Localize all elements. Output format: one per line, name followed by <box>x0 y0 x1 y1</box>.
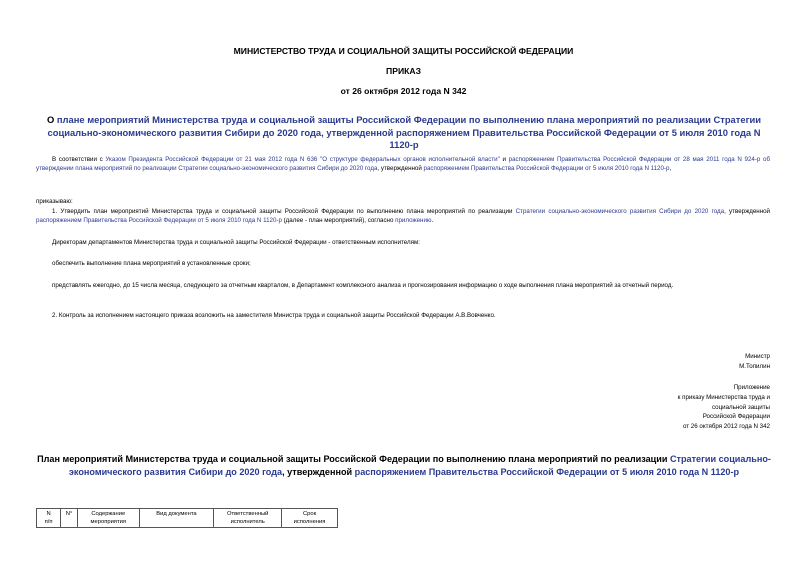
col-content-l1: Содержание <box>91 511 126 517</box>
order-word: приказываю: <box>36 198 73 205</box>
appendix-link[interactable]: приложению <box>395 216 432 224</box>
item-1-paragraph <box>36 208 770 226</box>
item1-text-2: , утвержденной <box>724 208 771 215</box>
plan-order-link[interactable]: распоряжением Правительства Российской Федерации от 5 июля 2010 года N 1120-р <box>354 466 740 477</box>
date-number-heading: от 26 октября 2012 года N 342 <box>340 86 467 96</box>
title-prefix: О <box>46 114 57 125</box>
table-header-row <box>37 509 338 528</box>
signature-position: Министр <box>745 353 770 360</box>
col-content-header <box>77 509 139 528</box>
ensure-paragraph: обеспечить выполнение плана мероприятий в установленные сроки; <box>52 260 251 267</box>
directors-paragraph: Директорам департаментов Министерства труда и социальной защиты Российской Федерации - ответственным исполнителям: <box>52 239 420 246</box>
col-doctype-header <box>139 509 214 528</box>
col-num-l1: N <box>46 511 51 517</box>
preamble-text-4: , <box>669 164 672 172</box>
col-content-l2: мероприятия <box>90 519 126 525</box>
col-no-header <box>61 509 78 528</box>
ministry-heading: МИНИСТЕРСТВО ТРУДА И СОЦИАЛЬНОЙ ЗАЩИТЫ РОССИЙСКОЙ ФЕДЕРАЦИИ <box>233 46 574 56</box>
plan-title-text-1: План мероприятий Министерства труда и социальной защиты Российской Федерации по выполнению плана мероприятий по реализации <box>37 454 670 464</box>
col-resp-l2: исполнитель <box>230 519 265 525</box>
col-deadline-l1: Срок <box>302 511 317 517</box>
report-paragraph: представлять ежегодно, до 15 числа месяца, следующего за отчетным кварталом, в Департамент комплексного анализа и прогнозирования информацию о ходе выполнения плана мероприятий за отчетный период. <box>52 282 674 289</box>
title-link[interactable]: плане мероприятий Министерства труда и социальной защиты Российской Федерации по выполнению плана мероприятий по реализации Стратегии социально-экономического развития Сибири до 2020 года, утвержденной распоряжением Правительства Российской Федерации от 5 июля 2010 года N 1120-р <box>47 114 762 150</box>
col-num-header <box>37 509 61 528</box>
order-924-link[interactable]: распоряжением Правительства Российской Федерации от 28 мая 2011 года N 924-р об утверждении плана мероприятий по реализации Стратегии социально-экономического развития Сибири до 2020 года <box>36 156 770 172</box>
col-deadline-l2: исполнения <box>293 519 326 525</box>
item1-text-4: . <box>431 216 434 224</box>
signature-block <box>570 352 770 372</box>
plan-title <box>36 453 772 478</box>
col-num-l2: п/п <box>44 519 53 525</box>
item1-text-1: 1. Утвердить план мероприятий Министерства труда и социальной защиты Российской Федерации по выполнению плана мероприятий по реализации <box>52 208 516 215</box>
plan-title-text-2: , утвержденной <box>282 466 355 477</box>
preamble-paragraph <box>36 156 770 174</box>
appendix-block <box>570 383 770 432</box>
appendix-line-1: Приложение <box>733 384 770 391</box>
col-doctype-l1: Вид документа <box>156 511 197 517</box>
appendix-line-3: социальной защиты <box>711 403 770 411</box>
item-2-paragraph: 2. Контроль за исполнением настоящего приказа возложить на заместителя Министра труда и социальной защиты Российской Федерации А.В.Вовченко. <box>52 312 496 319</box>
col-no-l1: N° <box>65 511 73 517</box>
appendix-line-5: от 26 октября 2012 года N 342 <box>682 423 770 431</box>
appendix-line-4: Российской Федерации <box>702 413 770 421</box>
order-title <box>36 114 772 152</box>
strategy-link[interactable]: Стратегии социально-экономического развития Сибири до 2020 года <box>515 208 725 215</box>
plan-table <box>36 508 338 528</box>
plan-strategy-link[interactable]: Стратегии социально-экономического развития Сибири до 2020 года <box>68 454 771 477</box>
order-1120-link[interactable]: распоряжением Правительства Российской Федерации от 5 июля 2010 года N 1120-р <box>423 164 670 172</box>
signature-name: М.Топилин <box>739 362 770 370</box>
item1-order-1120-link[interactable]: распоряжением Правительства Российской Федерации от 5 июля 2010 года N 1120-р <box>36 216 282 224</box>
col-resp-l1: Ответственный <box>226 511 269 517</box>
preamble-text-3: , утвержденной <box>377 164 424 172</box>
doc-type-heading: ПРИКАЗ <box>386 66 421 76</box>
preamble-text-2: и <box>499 156 509 163</box>
col-deadline-header <box>282 509 338 528</box>
col-responsible-header <box>214 509 282 528</box>
decree-link[interactable]: Указом Президента Российской Федерации от 21 мая 2012 года N 636 "О структуре федеральных органов исполнительной власти" <box>105 156 500 163</box>
item1-text-3: (далее - план мероприятий), согласно <box>281 216 396 224</box>
appendix-line-2: к приказу Министерства труда и <box>677 393 770 401</box>
preamble-text-1: В соответствии с <box>52 156 106 163</box>
